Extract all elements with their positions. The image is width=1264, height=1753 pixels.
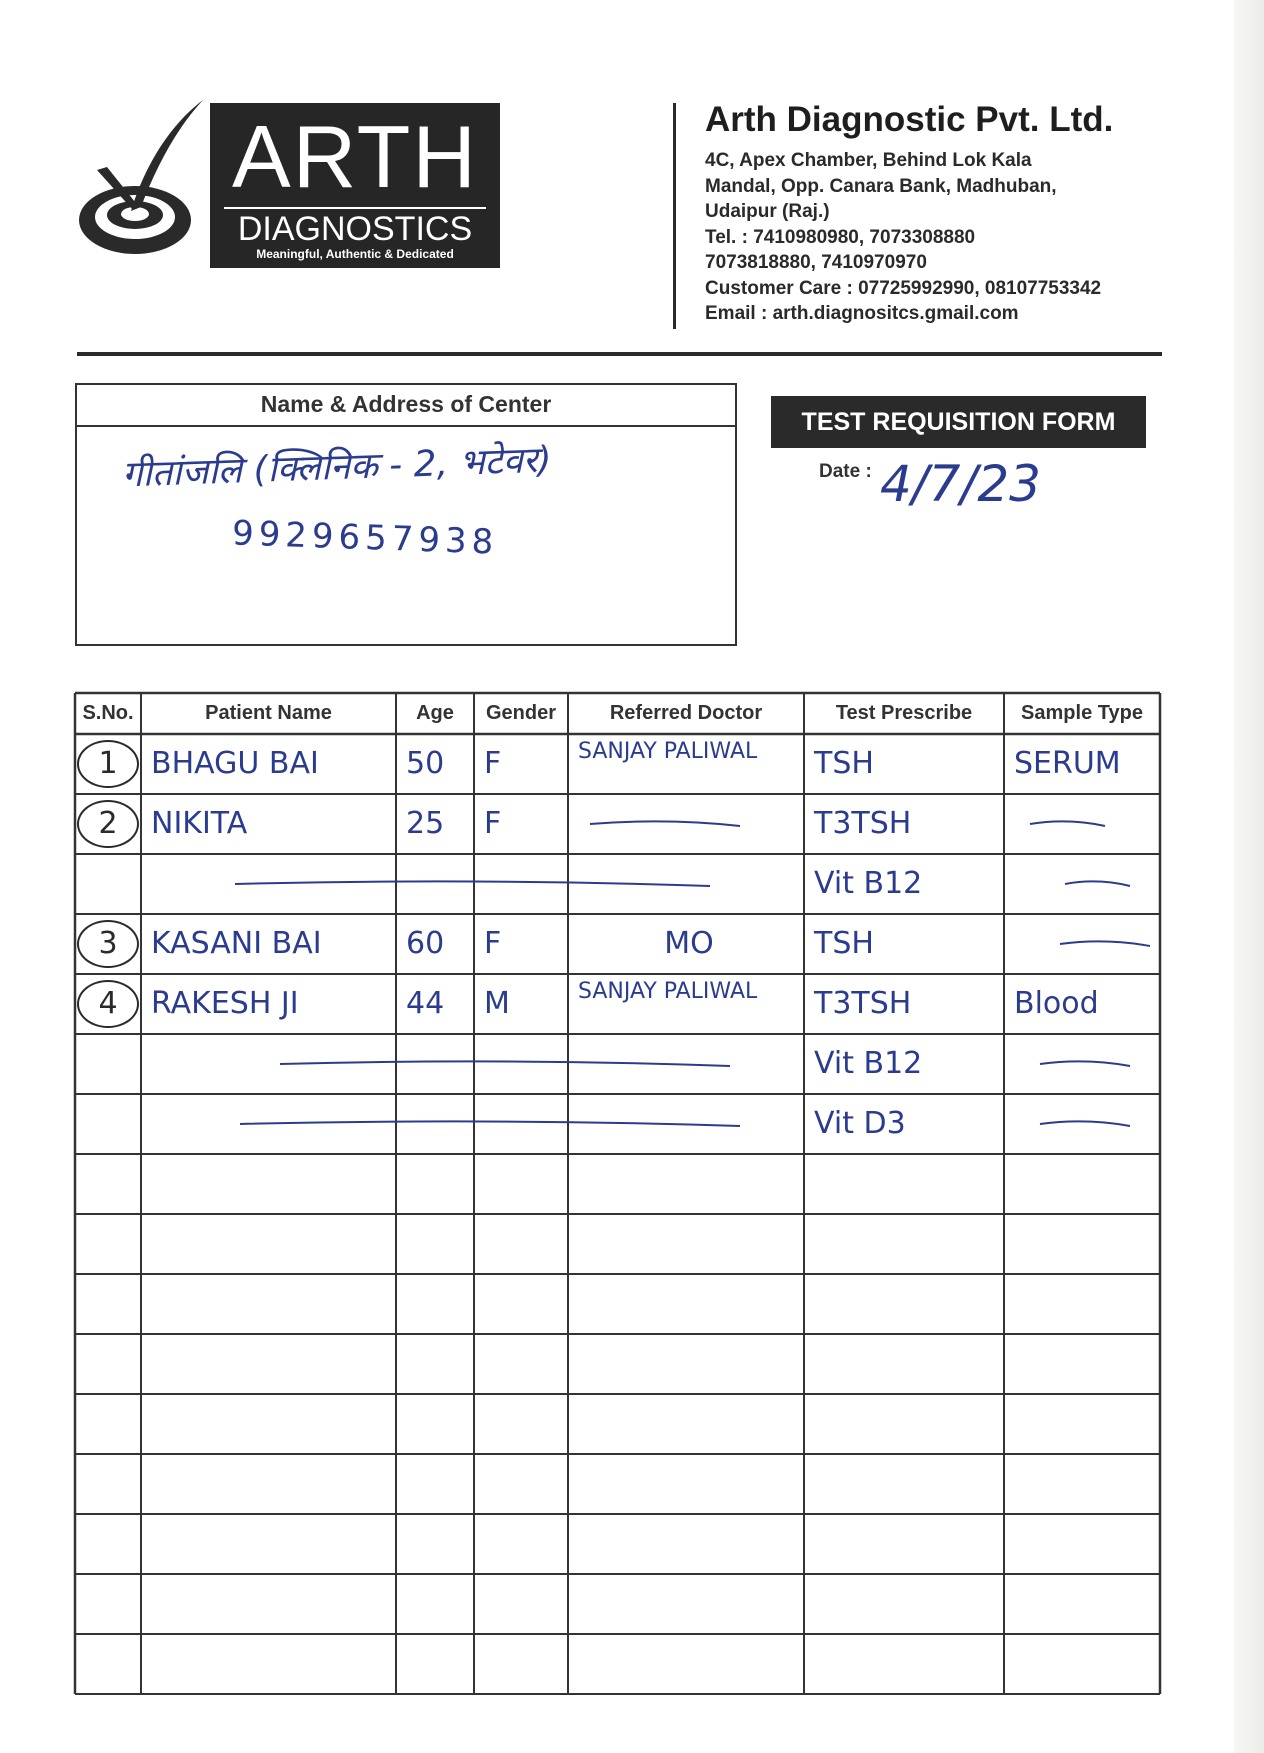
address-line: Udaipur (Raj.) (705, 201, 830, 222)
cell-test: TSH (814, 926, 874, 961)
cell-test: TSH (814, 746, 874, 781)
ditto-mark (235, 881, 710, 886)
cell-test: Vit B12 (814, 1046, 923, 1081)
logo-tagline: Meaningful, Authentic & Dedicated (256, 247, 454, 261)
cell-test: T3TSH (814, 986, 912, 1021)
center-name-handwritten: गीतांजलि (क्लिनिक - 2, भटेवर) (121, 439, 553, 496)
cell-name: BHAGU BAI (151, 746, 319, 781)
serial-number: 3 (77, 920, 139, 968)
cell-gender: F (484, 806, 502, 841)
date-label: Date : (819, 461, 872, 482)
table-header-cell: Sample Type (1021, 702, 1143, 724)
center-phone-handwritten: 9929657938 (231, 513, 499, 563)
ditto-mark (1040, 1061, 1130, 1066)
logo-sub: DIAGNOSTICS (237, 210, 473, 248)
table-header-cell: Gender (485, 702, 557, 724)
serial-number: 1 (77, 740, 139, 788)
logo-brand: ARTH (232, 107, 478, 206)
ditto-mark (1040, 1121, 1130, 1126)
phone-line: Tel. : 7410980980, 7073308880 (705, 226, 976, 248)
table-header-cell: Patient Name (205, 702, 332, 724)
address-line: Mandal, Opp. Canara Bank, Madhuban, (705, 175, 1057, 197)
cell-age: 25 (406, 806, 445, 841)
ditto-mark (240, 1121, 740, 1126)
cell-name: KASANI BAI (151, 926, 322, 961)
cell-test: Vit D3 (814, 1106, 906, 1141)
table-header-cell: Age (416, 702, 454, 724)
ditto-mark (1065, 881, 1130, 886)
cell-age: 50 (406, 746, 445, 781)
cell-gender: F (484, 926, 502, 961)
table-header-cell: S.No. (82, 702, 134, 724)
ditto-mark (1060, 941, 1150, 946)
cell-age: 60 (406, 926, 445, 961)
cell-sample: SERUM (1014, 746, 1121, 781)
cell-gender: M (484, 986, 510, 1021)
cell-sample: Blood (1014, 986, 1099, 1021)
cell-name: RAKESH JI (151, 986, 299, 1021)
cell-test: Vit B12 (814, 866, 923, 901)
cell-name: NIKITA (151, 806, 248, 841)
email-line: Email : arth.diagnositcs.gmail.com (705, 303, 1019, 324)
address-line: 4C, Apex Chamber, Behind Lok Kala (705, 150, 1032, 171)
cell-doctor: SANJAY PALIWAL (578, 739, 758, 764)
form-title: TEST REQUISITION FORM (771, 396, 1146, 448)
center-title: Name & Address of Center (260, 391, 552, 417)
phone-line: 7073818880, 7410970970 (705, 252, 927, 273)
cell-doctor: SANJAY PALIWAL (578, 979, 758, 1004)
cell-doctor: MO (664, 926, 714, 961)
ditto-mark (1030, 821, 1105, 826)
ditto-mark (280, 1061, 730, 1066)
serial-number: 2 (77, 800, 139, 848)
cell-gender: F (484, 746, 502, 781)
customer-care-line: Customer Care : 07725992990, 08107753342 (705, 277, 1102, 299)
cell-test: T3TSH (814, 806, 912, 841)
ditto-mark (590, 821, 740, 826)
table-header-cell: Referred Doctor (609, 702, 763, 724)
table-header-cell: Test Prescribe (835, 702, 973, 724)
cell-age: 44 (406, 986, 445, 1021)
date-value-handwritten: 4/7/23 (880, 455, 1041, 513)
company-name: Arth Diagnostic Pvt. Ltd. (705, 100, 1114, 139)
serial-number: 4 (77, 980, 139, 1028)
